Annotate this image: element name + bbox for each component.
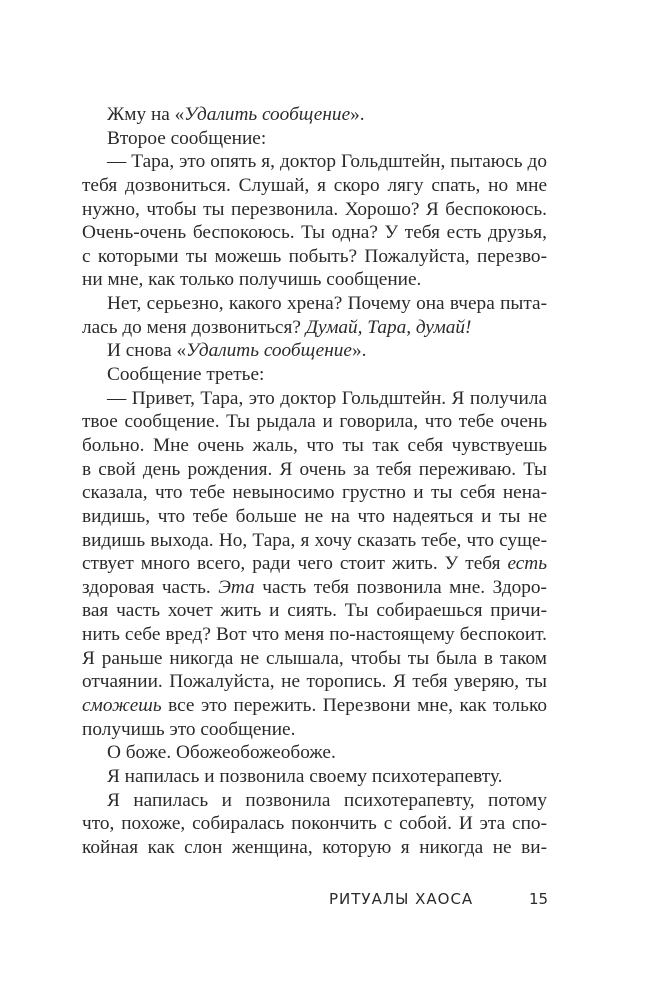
- italic-text: Думай, Тара, думай!: [305, 316, 472, 338]
- text-segment: лась до меня дозвониться?: [82, 316, 306, 338]
- text-line: [82, 339, 547, 363]
- text-segment: в свой день рождения. Я очень за тебя переживаю. Ты: [82, 458, 547, 480]
- text-segment: с которыми ты можешь побыть? Пожалуйста, перезво-: [82, 245, 547, 267]
- text-segment: ни мне, как только получишь сообщение.: [82, 269, 422, 291]
- text-segment: Жму на «: [107, 104, 185, 125]
- text-line: [82, 434, 547, 458]
- text-line: [82, 623, 547, 647]
- italic-text: Эта: [218, 576, 255, 598]
- text-line: [82, 221, 547, 245]
- text-segment: твое сообщение. Ты рыдала и говорила, что тебе очень: [82, 411, 547, 433]
- text-segment: Второе сообщение:: [107, 127, 267, 149]
- text-segment: Сообщение третье:: [107, 364, 265, 386]
- text-line: [82, 765, 547, 789]
- text-line: [82, 150, 547, 174]
- text-line: [82, 268, 547, 292]
- text-line: [82, 694, 547, 718]
- text-line: [82, 599, 547, 623]
- text-segment: И снова «: [107, 340, 187, 362]
- text-segment: получишь это сообщение.: [82, 718, 296, 740]
- text-segment: Я напилась и позвонила психотерапевту, потому: [107, 789, 547, 811]
- text-segment: — Тара, это опять я, доктор Гольдштейн, пытаюсь до: [107, 151, 547, 173]
- italic-text: сможешь: [82, 695, 162, 717]
- text-segment: отчаянии. Пожалуйста, не торопись. Я тебя уверяю, ты: [82, 671, 547, 693]
- italic-text: есть: [507, 553, 547, 575]
- text-segment: больно. Мне очень жаль, что ты так себя чувствуешь: [82, 434, 547, 456]
- text-segment: видишь выхода. Но, Тара, я хочу сказать тебе, что суще-: [82, 529, 547, 551]
- text-segment: О боже. Обожеобожеобоже.: [107, 742, 336, 764]
- text-segment: вая часть хочет жить и сиять. Ты собираешься причи-: [82, 600, 547, 622]
- text-segment: сказала, что тебе невыносимо грустно и ты себя нена-: [82, 482, 547, 504]
- text-line: [82, 529, 547, 553]
- text-segment: ствует много всего, ради чего стоит жить. У тебя: [82, 553, 508, 575]
- text-segment: Нет, серьезно, какого хрена? Почему она вчера пыта-: [107, 293, 547, 315]
- text-line: [82, 670, 547, 694]
- text-line: [82, 198, 547, 222]
- text-line: [82, 552, 547, 576]
- text-segment: койная как слон женщина, которую я никогда не ви-: [82, 836, 547, 858]
- text-line: [82, 458, 547, 482]
- text-line: [82, 741, 547, 765]
- text-line: [82, 812, 547, 836]
- text-segment: видишь, что тебе больше не на что надеяться и ты не: [82, 505, 547, 527]
- text-segment: Очень-очень беспокоюсь. Ты одна? У тебя есть друзья,: [82, 222, 547, 244]
- running-title: РИТУАЛЫ ХАОСА: [329, 890, 474, 908]
- text-line: [82, 387, 547, 411]
- text-line: [82, 363, 547, 387]
- text-line: [82, 103, 547, 127]
- text-segment: часть тебя позвонила мне. Здоро-: [254, 576, 547, 598]
- text-segment: тебя дозвониться. Слушай, я скоро лягу спать, но мне: [82, 174, 547, 196]
- text-line: [82, 576, 547, 600]
- text-line: [82, 245, 547, 269]
- text-segment: Я напилась и позвонила своему психотерапевту.: [107, 765, 503, 787]
- text-segment: ».: [351, 340, 367, 362]
- italic-text: Удалить сообщение: [184, 104, 351, 125]
- text-line: [82, 505, 547, 529]
- text-line: [82, 410, 547, 434]
- page-number: 15: [529, 890, 549, 908]
- text-line: [82, 292, 547, 316]
- text-segment: Я раньше никогда не слышала, чтобы ты была в таком: [82, 647, 547, 669]
- text-line: [82, 836, 547, 860]
- text-line: [82, 718, 547, 742]
- text-line: [82, 789, 547, 813]
- body-text: [82, 103, 547, 860]
- text-segment: нить себе вред? Вот что меня по-настоящему беспокоит.: [82, 624, 547, 646]
- text-segment: — Привет, Тара, это доктор Гольдштейн. Я получила: [107, 387, 547, 409]
- text-segment: все это пережить. Перезвони мне, как только: [161, 695, 547, 717]
- text-line: [82, 481, 547, 505]
- text-segment: ».: [350, 104, 365, 125]
- text-line: [82, 647, 547, 671]
- text-segment: нужно, чтобы ты перезвонила. Хорошо? Я беспокоюсь.: [82, 198, 547, 220]
- text-line: [82, 174, 547, 198]
- text-segment: что, похоже, собиралась покончить с собой. И эта спо-: [82, 813, 547, 835]
- text-line: [82, 316, 547, 340]
- italic-text: Удалить сообщение: [186, 340, 352, 362]
- text-line: [82, 127, 547, 151]
- text-segment: здоровая часть.: [82, 576, 219, 598]
